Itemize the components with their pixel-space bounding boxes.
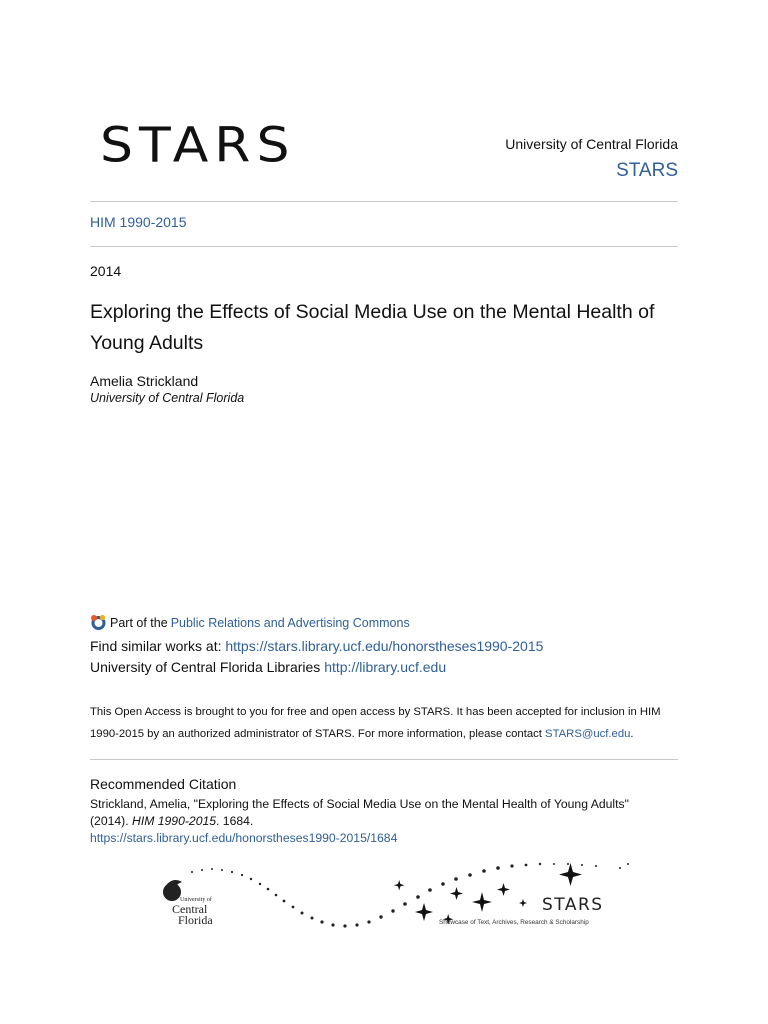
ucf-logo-central: Central [172,902,208,916]
open-access-statement [90,701,680,745]
citation-line-1: Strickland, Amelia, "Exploring the Effects of Social Media Use on the Mental Health of Young Adults" [90,797,629,811]
publication-year: 2014 [90,263,122,279]
stars-logo: STARS [100,118,296,174]
ucf-logo-florida: Florida [178,913,213,927]
stars-footer-logo: STARS [542,895,604,915]
commons-link[interactable]: Public Relations and Advertising Commons [170,615,410,630]
stars-tagline: Showcase of Text, Archives, Research & Scholarship [439,919,589,926]
citation-body [90,796,690,847]
find-similar-prefix: Find similar works at: [90,638,226,654]
find-similar-link[interactable]: https://stars.library.ucf.edu/honorstheses1990-2015 [225,638,544,654]
author-name: Amelia Strickland [90,373,199,389]
divider [90,759,678,760]
ucf-logo-small: University of [180,897,212,903]
commons-network-icon [90,614,107,631]
open-access-text: This Open Access is brought to you for free and open access by STARS. It has been accepted for inclusion in HIM 1990-2015 by an authorized administrator of STARS. For more information, please contact [90,706,661,740]
author-affiliation: University of Central Florida [90,391,245,405]
citation-series: HIM 1990-2015 [132,814,217,828]
citation-heading: Recommended Citation [90,776,237,792]
libraries-link[interactable]: http://library.ucf.edu [324,659,447,675]
citation-year: (2014). [90,814,133,828]
footer-banner [150,858,640,938]
collection-link[interactable]: HIM 1990-2015 [90,214,187,230]
citation-url-link[interactable]: https://stars.library.ucf.edu/honorstheses1990-2015/1684 [90,831,398,845]
libraries-prefix: University of Central Florida Libraries [90,659,325,675]
sparkle-stars-icon [394,863,582,924]
stars-link[interactable]: STARS [616,160,678,181]
part-of-prefix: Part of the [110,615,168,630]
find-similar-line [90,638,543,654]
part-of-line [90,614,410,631]
university-name: University of Central Florida [505,136,678,152]
libraries-line [90,659,446,675]
footer-banner-graphic [150,858,640,938]
open-access-suffix: . [630,728,634,740]
document-title: Exploring the Effects of Social Media Use on the Mental Health of Young Adults [90,301,655,354]
citation-line-2 [90,813,690,830]
contact-email-link[interactable]: STARS@ucf.edu [545,728,631,740]
citation-number: . 1684. [216,814,254,828]
divider [90,246,678,247]
divider [90,201,678,202]
